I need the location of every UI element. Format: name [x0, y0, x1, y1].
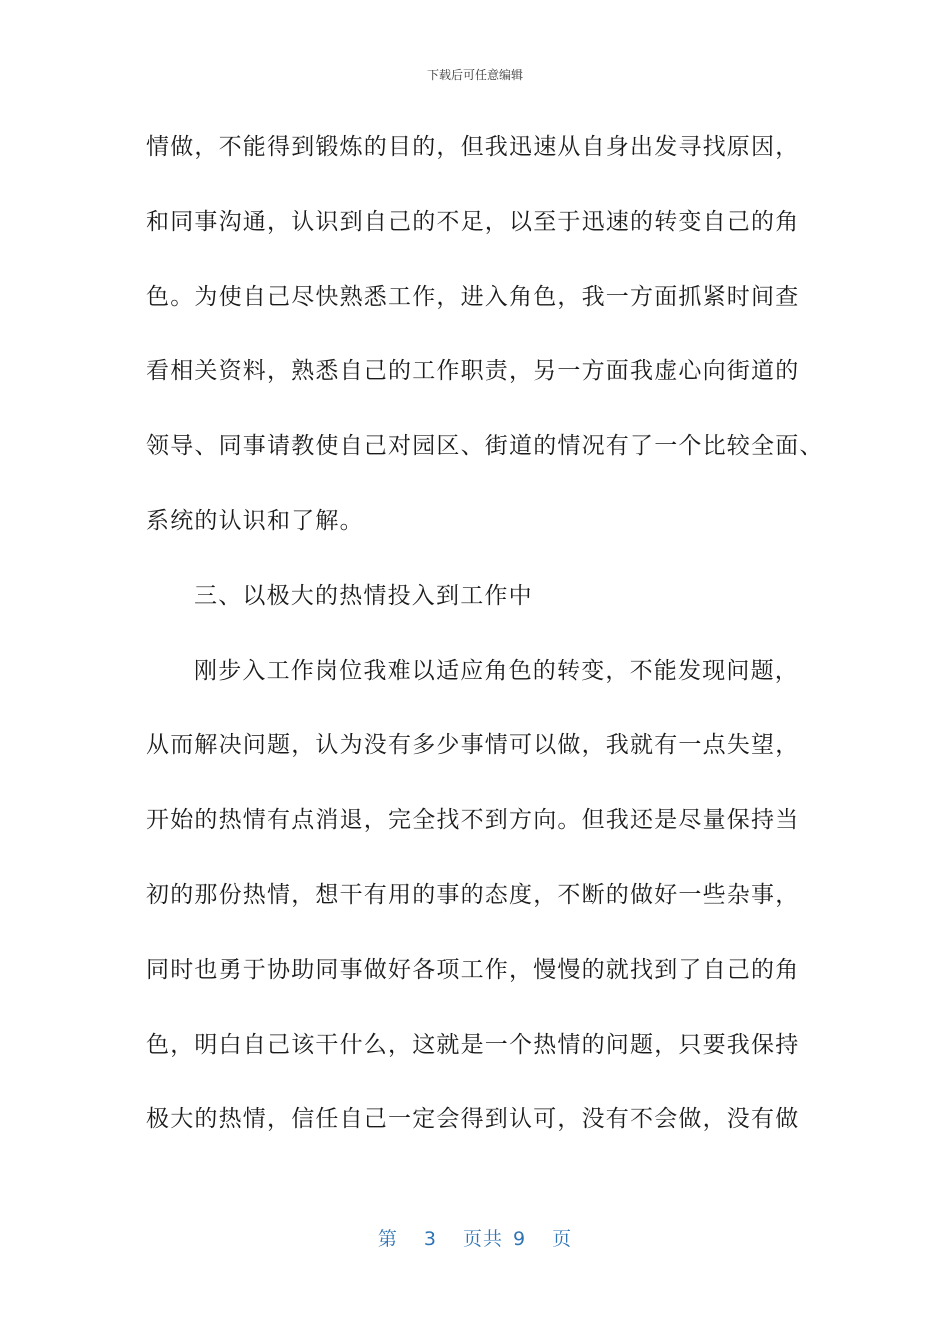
page-footer: [0, 1224, 950, 1251]
document-body: [146, 125, 824, 1172]
body-line: 刚步入工作岗位我难以适应角色的转变，不能发现问题，: [194, 657, 799, 684]
body-line: 开始的热情有点消退，完全找不到方向。但我还是尽量保持当: [146, 807, 800, 834]
body-line: 和同事沟通，认识到自己的不足，以至于迅速的转变自己的角: [146, 208, 800, 235]
body-line: 色，明白自己该干什么，这就是一个热情的问题，只要我保持: [146, 1031, 800, 1058]
body-line: 色。为使自己尽快熟悉工作，进入角色，我一方面抓紧时间查: [146, 283, 800, 310]
body-line: 同时也勇于协助同事做好各项工作，慢慢的就找到了自己的角: [146, 956, 800, 983]
body-line: 领导、同事请教使自己对园区、街道的情况有了一个比较全面、: [146, 433, 824, 460]
page-mid: 页共: [462, 1228, 503, 1250]
body-line: 系统的认识和了解。: [146, 507, 364, 534]
body-line: 极大的热情，信任自己一定会得到认可，没有不会做，没有做: [146, 1106, 800, 1133]
page-prefix: 第: [377, 1228, 398, 1250]
body-line: 初的那份热情，想干有用的事的态度，不断的做好一些杂事，: [146, 881, 800, 908]
section-heading: 三、以极大的热情投入到工作中: [194, 582, 533, 609]
page-suffix: 页: [552, 1228, 573, 1250]
body-line: 情做，不能得到锻炼的目的，但我迅速从自身出发寻找原因，: [146, 134, 800, 160]
page-header: 下载后可任意编辑: [426, 68, 523, 82]
page-number: 3: [423, 1228, 437, 1250]
total-pages: 9: [513, 1228, 527, 1250]
body-line: 看相关资料，熟悉自己的工作职责，另一方面我虚心向街道的: [146, 358, 800, 385]
body-line: 从而解决问题，认为没有多少事情可以做，我就有一点失望，: [146, 732, 800, 759]
